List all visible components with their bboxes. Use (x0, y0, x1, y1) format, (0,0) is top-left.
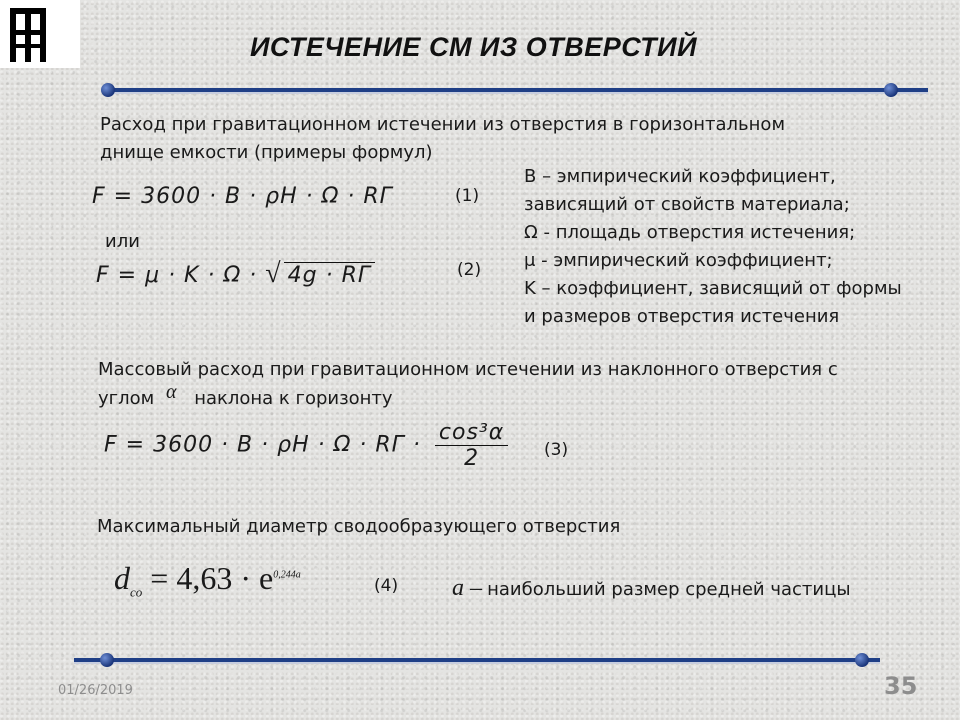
formula-4-main: d (114, 560, 130, 596)
formula-3 (104, 420, 508, 471)
formula-4-rest: = 4,63 · e (150, 560, 274, 596)
formula-4 (114, 560, 301, 600)
bottom-divider-right-ball (855, 653, 869, 667)
section2-intro (98, 356, 918, 413)
slide-number: 35 (884, 672, 918, 700)
section2-intro-line1: Массовый расход при гравитационном истечении из наклонного отверстия с (98, 359, 838, 380)
section2-intro-line2 (98, 381, 918, 413)
formula-1-label: (1) (455, 186, 480, 206)
formula-4-sub: co (130, 584, 143, 600)
legend-line: B – эмпирический коэффициент, (524, 166, 836, 187)
legend-line: зависящий от свойств материала; (524, 194, 850, 215)
section1-intro: Расход при гравитационном истечении из отверстия в горизонтальном днище емкости (примеры формул) (100, 114, 786, 163)
note-text: наибольший размер средней частицы (487, 579, 851, 600)
formula-3-fraction (435, 420, 508, 471)
bottom-divider (74, 658, 880, 662)
formula-3-denominator: 2 (464, 446, 480, 471)
slide-title: ИСТЕЧЕНИЕ СМ ИЗ ОТВЕРСТИЙ (250, 32, 698, 62)
section3-intro: Максимальный диаметр сводообразующего отверстия (97, 516, 621, 537)
top-divider-left-ball (101, 83, 115, 97)
top-divider-right-ball (884, 83, 898, 97)
formula-2-label: (2) (457, 260, 482, 280)
legend-line: и размеров отверстия истечения (524, 306, 840, 327)
formula-2 (96, 258, 375, 290)
intro-suffix: наклона к горизонту (194, 388, 393, 409)
formula-2-prefix: F = μ · K · Ω · (96, 263, 258, 288)
intro-prefix: углом (98, 388, 155, 409)
top-divider (108, 88, 928, 92)
formula-3-label: (3) (544, 440, 569, 460)
logo-area (0, 0, 80, 68)
legend (524, 163, 944, 331)
or-text: или (105, 231, 140, 252)
formula-3-numerator: cos³α (435, 420, 508, 446)
legend-line: K – коэффициент, зависящий от формы (524, 278, 902, 299)
formula-1: F = 3600 · B · ρH · Ω · RГ (92, 184, 393, 209)
slide-date: 01/26/2019 (58, 683, 133, 698)
formula-4-exp: 0,244a (273, 569, 301, 581)
formula-3-prefix: F = 3600 · B · ρH · Ω · RГ · (104, 432, 421, 458)
bottom-divider-left-ball (100, 653, 114, 667)
formula-4-note (452, 575, 851, 602)
legend-line: Ω - площадь отверстия истечения; (524, 222, 856, 243)
alpha-symbol: α (165, 381, 177, 403)
institution-emblem-icon (8, 4, 48, 64)
formula-2-radicand: 4g · RГ (284, 262, 375, 288)
legend-line: μ - эмпирический коэффициент; (524, 250, 833, 271)
formula-4-label: (4) (374, 576, 399, 596)
note-symbol: a – (452, 575, 482, 601)
radical-sign: √ (265, 258, 282, 289)
